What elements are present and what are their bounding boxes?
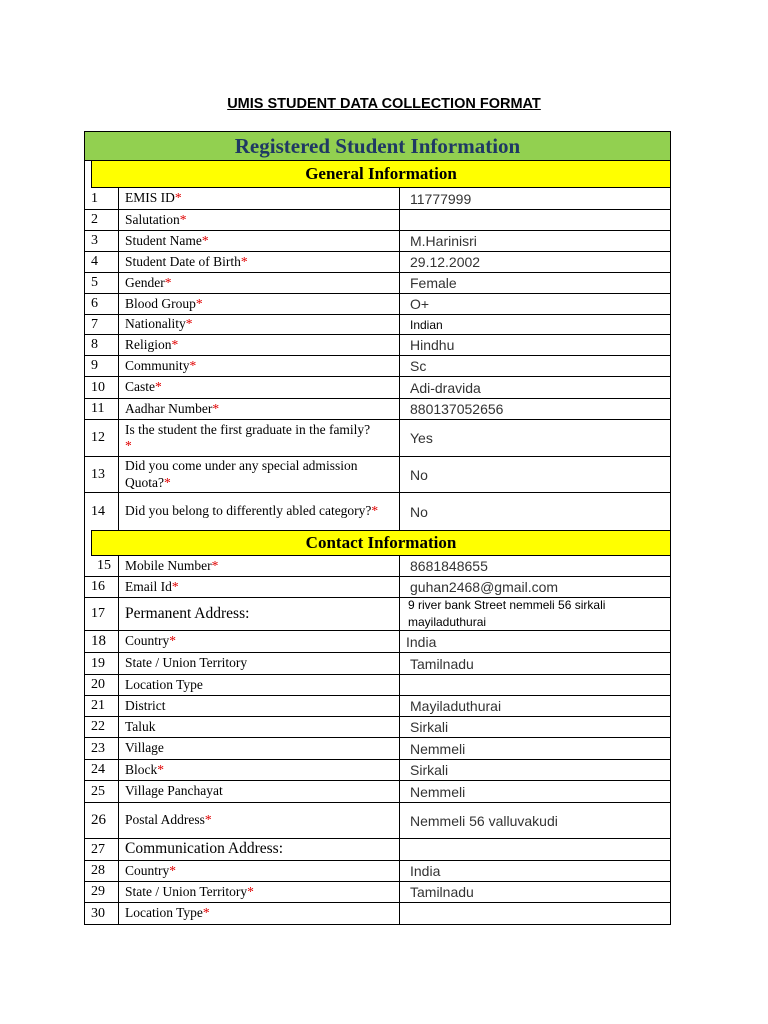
field-value <box>400 839 670 860</box>
row-number: 10 <box>85 377 119 398</box>
field-label: Nationality * <box>119 315 400 334</box>
required-asterisk: * <box>185 316 193 332</box>
field-value: Sirkali <box>410 762 449 778</box>
table-row <box>85 273 670 294</box>
required-asterisk: * <box>202 905 210 921</box>
row-number: 17 <box>85 598 119 630</box>
field-label: Is the student the first graduate in the family? * <box>119 420 400 456</box>
form-banner: Registered Student Information <box>85 132 670 161</box>
field-label: Communication Address: <box>119 839 400 860</box>
field-value: 880137052656 <box>410 401 504 417</box>
table-row <box>85 210 670 231</box>
field-label: Village <box>119 738 400 759</box>
row-number: 14 <box>85 493 119 530</box>
table-row <box>85 631 670 653</box>
field-value: India <box>406 633 437 650</box>
field-label: Did you come under any special admission Quota?* <box>119 457 400 492</box>
field-label: Country * <box>119 861 400 881</box>
row-number: 9 <box>85 356 119 376</box>
student-form-table <box>84 131 671 925</box>
field-label: Did you belong to differently abled category? * <box>119 493 400 530</box>
required-asterisk: * <box>157 761 164 777</box>
field-value: Hindhu <box>410 337 455 353</box>
field-value: 29.12.2002 <box>410 254 481 270</box>
field-label: Taluk <box>119 717 400 737</box>
table-row <box>85 188 670 210</box>
field-value: Sc <box>410 358 427 374</box>
field-label: Student Date of Birth * <box>119 252 400 272</box>
field-value: Nemmeli <box>410 783 466 800</box>
field-label: District <box>119 696 400 716</box>
table-row <box>85 294 670 315</box>
row-number: 6 <box>85 294 119 314</box>
field-label: Student Name * <box>119 231 400 251</box>
table-row <box>85 696 670 717</box>
document-title: UMIS STUDENT DATA COLLECTION FORMAT <box>227 96 541 112</box>
row-number: 16 <box>85 577 119 597</box>
table-row <box>85 315 670 335</box>
row-number: 15 <box>85 556 119 576</box>
row-number: 5 <box>85 273 119 293</box>
table-row <box>85 493 670 530</box>
field-value: guhan2468@gmail.com <box>410 579 559 595</box>
field-value: Yes <box>410 430 433 446</box>
table-row <box>85 781 670 803</box>
row-number: 29 <box>85 882 119 902</box>
table-row <box>85 598 670 631</box>
row-number: 30 <box>85 903 119 924</box>
table-row <box>85 577 670 598</box>
field-label: Community * <box>119 356 400 376</box>
field-label: State / Union Territory * <box>119 882 400 902</box>
required-asterisk: * <box>211 557 219 573</box>
table-row <box>85 717 670 738</box>
field-value: Sirkali <box>410 719 449 735</box>
table-row <box>85 335 670 356</box>
required-asterisk: * <box>169 633 177 649</box>
row-number: 7 <box>85 315 119 334</box>
required-asterisk: * <box>179 211 187 227</box>
table-row <box>85 861 670 882</box>
field-value <box>400 675 670 695</box>
field-label: Location Type * <box>119 903 400 924</box>
required-asterisk: * <box>201 232 209 248</box>
row-number: 1 <box>85 188 119 209</box>
row-number: 25 <box>85 781 119 802</box>
field-value: Tamilnadu <box>410 655 474 672</box>
field-label: Permanent Address: <box>119 598 400 630</box>
field-label: Email Id * <box>119 577 400 597</box>
row-number: 21 <box>85 696 119 716</box>
row-number: 4 <box>85 252 119 272</box>
required-asterisk: * <box>212 400 220 416</box>
row-number: 28 <box>85 861 119 881</box>
row-number: 26 <box>85 803 119 838</box>
table-row <box>85 903 670 924</box>
field-label: Postal Address * <box>119 803 400 838</box>
row-number: 19 <box>85 653 119 674</box>
required-asterisk: * <box>240 253 248 269</box>
field-label: Religion * <box>119 335 400 355</box>
table-row <box>85 839 670 861</box>
field-label: Gender * <box>119 273 400 293</box>
required-asterisk: * <box>125 438 132 453</box>
section-contact-information: Contact Information <box>91 530 670 556</box>
field-value: 8681848655 <box>410 558 488 574</box>
field-value: 11777999 <box>410 190 472 207</box>
field-value <box>400 210 670 230</box>
field-label: Block * <box>119 760 400 780</box>
row-number: 11 <box>85 399 119 419</box>
field-value: Adi-dravida <box>410 379 481 396</box>
field-label: Village Panchayat <box>119 781 400 802</box>
field-value: Indian <box>410 317 443 332</box>
field-value: Nemmeli <box>410 740 466 757</box>
field-value: India <box>410 863 441 879</box>
table-row <box>85 556 670 577</box>
table-row <box>85 675 670 696</box>
required-asterisk: * <box>204 812 212 828</box>
row-number: 8 <box>85 335 119 355</box>
field-value: No <box>410 503 428 520</box>
field-value <box>400 903 670 924</box>
required-asterisk: * <box>164 274 172 290</box>
field-value: Mayiladuthurai <box>410 698 502 714</box>
field-label: Blood Group * <box>119 294 400 314</box>
required-asterisk: * <box>171 578 179 594</box>
row-number: 22 <box>85 717 119 737</box>
table-row <box>85 457 670 493</box>
field-label: Country * <box>119 631 400 652</box>
field-label: Location Type <box>119 675 400 695</box>
table-row <box>85 399 670 420</box>
field-label: Salutation * <box>119 210 400 230</box>
table-row <box>85 760 670 781</box>
field-value: O+ <box>410 296 430 312</box>
table-row <box>85 231 670 252</box>
contact-rows <box>85 556 670 924</box>
table-row <box>85 252 670 273</box>
field-label: Caste * <box>119 377 400 398</box>
field-value: Tamilnadu <box>410 884 474 900</box>
row-number: 20 <box>85 675 119 695</box>
field-label: Aadhar Number * <box>119 399 400 419</box>
row-number: 24 <box>85 760 119 780</box>
field-value: Nemmeli 56 valluvakudi <box>410 812 558 829</box>
required-asterisk: * <box>371 503 379 519</box>
table-row <box>85 356 670 377</box>
row-number: 27 <box>85 839 119 860</box>
table-row <box>85 420 670 457</box>
field-value: Female <box>410 275 457 291</box>
field-label: Mobile Number * <box>119 556 400 576</box>
general-rows <box>85 188 670 530</box>
required-asterisk: * <box>189 357 197 373</box>
row-number: 2 <box>85 210 119 230</box>
table-row <box>85 653 670 675</box>
row-number: 18 <box>85 631 119 652</box>
field-value: 9 river bank Street nemmeli 56 sirkali mayiladuthurai <box>408 597 606 629</box>
field-label: State / Union Territory <box>119 653 400 674</box>
table-row <box>85 803 670 839</box>
field-label: EMIS ID * <box>119 188 400 209</box>
required-asterisk: * <box>169 862 177 878</box>
field-value: No <box>410 466 428 483</box>
required-asterisk: * <box>171 336 179 352</box>
required-asterisk: * <box>155 379 162 395</box>
row-number: 13 <box>85 457 119 492</box>
required-asterisk: * <box>163 474 171 490</box>
field-value: M.Harinisri <box>410 233 477 249</box>
table-row <box>85 738 670 760</box>
required-asterisk: * <box>247 883 254 899</box>
table-row <box>85 377 670 399</box>
required-asterisk: * <box>195 295 203 311</box>
required-asterisk: * <box>174 190 182 206</box>
row-number: 3 <box>85 231 119 251</box>
table-row <box>85 882 670 903</box>
row-number: 23 <box>85 738 119 759</box>
section-general-information: General Information <box>91 161 670 188</box>
row-number: 12 <box>85 420 119 456</box>
